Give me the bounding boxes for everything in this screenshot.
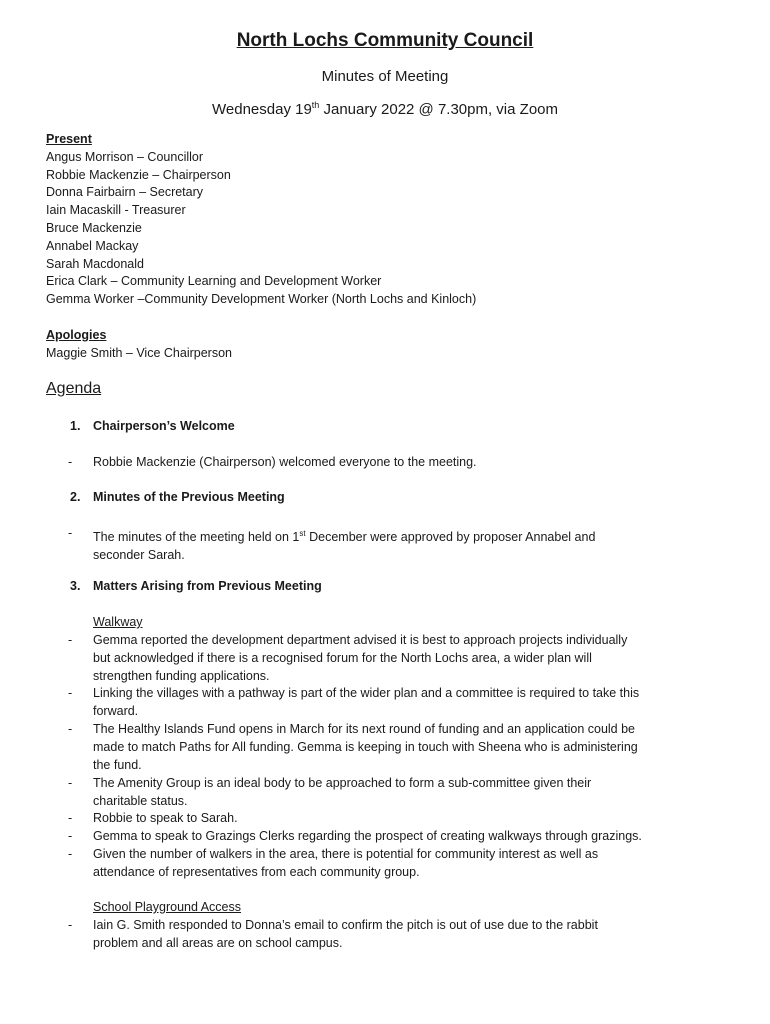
apologies-section [46, 327, 736, 363]
meeting-date [0, 100, 770, 118]
agenda-item-3-heading [70, 579, 322, 593]
present-person: Sarah Macdonald [46, 256, 144, 271]
bullet-dash: - [68, 776, 73, 790]
present-heading: Present [46, 132, 92, 146]
bullet-line: forward. [93, 703, 139, 718]
bullet-post: December were approved by proposer Annabel and [305, 530, 596, 545]
bullet-dash: - [68, 686, 73, 700]
item-title: Minutes of the Previous Meeting [93, 490, 285, 504]
bullet-text [93, 917, 733, 953]
bullet-text [93, 846, 733, 882]
agenda-item-2-heading [70, 490, 285, 504]
bullet-dash: - [68, 633, 73, 647]
bullet-line: made to match Paths for All funding. Gemma is keeping in touch with Sheena who is administering [93, 739, 638, 754]
present-person: Robbie Mackenzie – Chairperson [46, 167, 231, 182]
date-sup: th [311, 100, 320, 110]
bullet-line: The Amenity Group is an ideal body to be approached to form a sub-committee given their [93, 776, 592, 790]
bullet-line: Iain G. Smith responded to Donna’s email to confirm the pitch is out of use due to the rabbit [93, 918, 598, 932]
bullet-dash: - [68, 918, 73, 932]
bullet-line: problem and all areas are on school campus. [93, 935, 343, 950]
present-section [46, 131, 736, 309]
bullet-text: Robbie to speak to Sarah. [93, 811, 238, 825]
apologies-person: Maggie Smith – Vice Chairperson [46, 345, 232, 360]
bullet-line: attendance of representatives from each community group. [93, 864, 420, 879]
bullet-text [93, 775, 733, 811]
bullet-line: Given the number of walkers in the area, there is potential for community interest as well as [93, 847, 599, 861]
bullet-sup: st [299, 529, 306, 538]
agenda-item-1-heading [70, 419, 235, 433]
bullet-line: Linking the villages with a pathway is part of the wider plan and a committee is required to take this [93, 686, 640, 700]
present-person: Bruce Mackenzie [46, 220, 142, 235]
walkway-heading: Walkway [93, 615, 143, 629]
bullet-text [93, 632, 733, 685]
bullet-line: the fund. [93, 757, 142, 772]
date-pre: Wednesday 19 [212, 101, 312, 118]
item-title: Chairperson’s Welcome [93, 419, 235, 433]
present-person: Gemma Worker –Community Development Worker (North Lochs and Kinloch) [46, 292, 477, 307]
bullet-text: Robbie Mackenzie (Chairperson) welcomed everyone to the meeting. [93, 455, 477, 469]
bullet-dash: - [68, 455, 73, 469]
bullet-line: The Healthy Islands Fund opens in March for its next round of funding and an application could be [93, 722, 636, 736]
item-number: 3. [70, 579, 81, 593]
school-playground-heading: School Playground Access [93, 900, 242, 914]
bullet-line: charitable status. [93, 793, 188, 808]
bullet-dash: - [68, 811, 73, 825]
document-subtitle: Minutes of Meeting [321, 68, 449, 85]
item-title: Matters Arising from Previous Meeting [93, 579, 322, 593]
bullet-dash: - [68, 829, 73, 843]
present-person: Annabel Mackay [46, 238, 139, 253]
present-person: Angus Morrison – Councillor [46, 149, 204, 164]
present-person: Erica Clark – Community Learning and Development Worker [46, 274, 382, 289]
bullet-text: Gemma to speak to Grazings Clerks regarding the prospect of creating walkways through grazings. [93, 829, 642, 843]
bullet-pre: The minutes of the meeting held on 1 [93, 530, 300, 545]
bullet-line: Gemma reported the development department advised it is best to approach projects individually [93, 633, 628, 647]
date-post: January 2022 @ 7.30pm, via Zoom [319, 101, 558, 118]
bullet-dash: - [68, 526, 73, 540]
bullet-text [93, 721, 733, 774]
item-number: 2. [70, 490, 81, 504]
bullet-text [93, 685, 733, 721]
item-number: 1. [70, 419, 81, 433]
bullet-dash: - [68, 722, 73, 736]
bullet-dash: - [68, 847, 73, 861]
bullet-text [93, 525, 733, 565]
bullet-line: strengthen funding applications. [93, 668, 270, 683]
agenda-heading: Agenda [46, 380, 102, 397]
apologies-heading: Apologies [46, 328, 107, 342]
document-title: North Lochs Community Council [236, 30, 534, 51]
present-person: Donna Fairbairn – Secretary [46, 185, 204, 200]
bullet-line2: seconder Sarah. [93, 547, 185, 562]
bullet-line: but acknowledged if there is a recognised forum for the North Lochs area, a wider plan will [93, 650, 592, 665]
present-person: Iain Macaskill - Treasurer [46, 203, 186, 218]
